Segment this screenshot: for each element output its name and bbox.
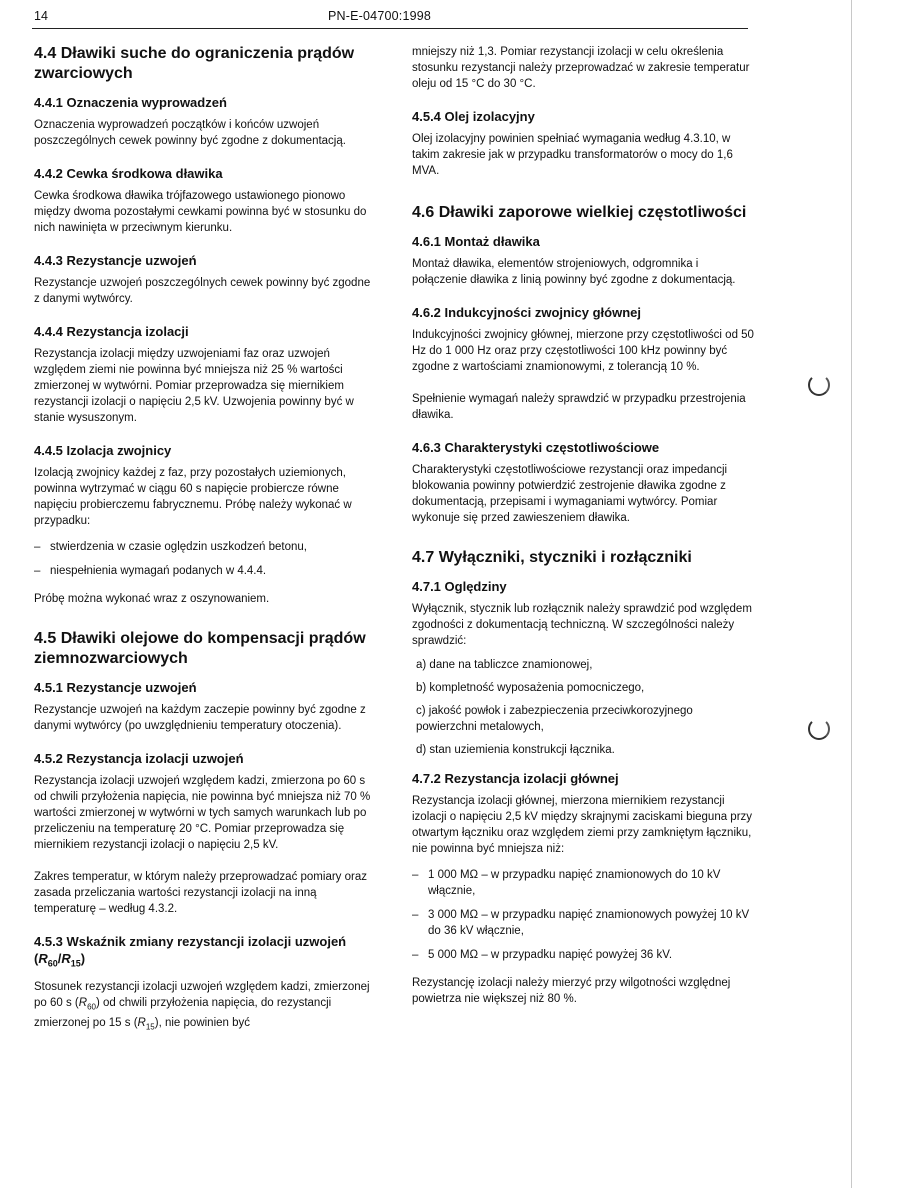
- dash-marker: –: [412, 909, 419, 921]
- left-column: [34, 44, 374, 1035]
- page-number: 14: [34, 9, 48, 23]
- subsection-title-4-4-4: 4.4.4 Rezystancja izolacji: [34, 324, 189, 339]
- section-title-4-4: 4.4 Dławiki suche do ograniczenia prądów zwarciowych: [34, 45, 355, 82]
- paragraph-4-7-1: Wyłącznik, stycznik lub rozłącznik należy sprawdzić pod względem zgodności z dokumentacją techniczną. W szczególności należy sprawdzić:: [412, 603, 752, 647]
- paragraph-4-4-3: Rezystancje uzwojeń poszczególnych cewek powinny być zgodne z danymi wytwórcy.: [34, 277, 371, 305]
- subsection-title-4-5-3: 4.5.3 Wskaźnik zmiany rezystancji izolacji uzwojeń $(R_{60}/R_{15})$: [34, 934, 347, 969]
- paragraph-4-4-1: Oznaczenia wyprowadzeń początków i końców uzwojeń poszczególnych cewek powinny być zgodne z dokumentacją.: [34, 119, 346, 147]
- list-item: a) dane na tabliczce znamionowej,: [416, 659, 593, 671]
- subsection-title-4-4-5: 4.4.5 Izolacja zwojnicy: [34, 443, 172, 458]
- section-title-4-5: 4.5 Dławiki olejowe do kompensacji prądów ziemnozwarciowych: [34, 630, 366, 667]
- list-item: – 5 000 MΩ – w przypadku napięć powyżej 36 kV.: [412, 949, 673, 961]
- paragraph-4-6-3: Charakterystyki częstotliwościowe rezystancji oraz impedancji blokowania powinny potwierdzić zestrojenie dławika zgodne z dokumentacją, przepisami i wymaganiami wytwórcy. Pomiar wykonuje się przed zawieszeniem dławika.: [412, 464, 728, 524]
- paragraph-4-5-2-b: Zakres temperatur, w którym należy przeprowadzać pomiary oraz zasada przeliczania wartości rezystancji izolacji na inną temperaturę – według 4.3.2.: [34, 871, 367, 915]
- subsection-title-4-6-1: 4.6.1 Montaż dławika: [412, 234, 540, 249]
- subsection-title-4-5-1: 4.5.1 Rezystancje uzwojeń: [34, 680, 197, 695]
- page-header: [32, 6, 748, 29]
- list-item: d) stan uziemienia konstrukcji łącznika.: [416, 744, 615, 756]
- section-title-4-6: 4.6 Dławiki zaporowe wielkiej częstotliwości: [412, 204, 747, 221]
- paragraph-4-4-5: Izolacją zwojnicy każdej z faz, przy pozostałych uziemionych, powinna wytrzymać w ciągu 60 s napięcie probiercze równe napięciu probierczemu fabrycznemu. Próbę należy wykonać w przypadku:: [34, 467, 352, 527]
- paragraph-4-5-3: Stosunek rezystancji izolacji uzwojeń względem kadzi, zmierzonej po 60 s $(R_{60})$ od chwili przyłożenia napięcia, do rezystancji zmierzonej po 15 s $(R_{15})$, nie powinien być: [34, 980, 370, 1032]
- subsection-title-4-4-1: 4.4.1 Oznaczenia wyprowadzeń: [34, 95, 227, 110]
- paragraph-4-4-2: Cewka środkowa dławika trójfazowego ustawionego pionowo między dwoma pozostałymi cewkami powinna być w stosunku do nich nawinięta w przeciwnym kierunku.: [34, 190, 367, 234]
- subsection-title-4-6-3: 4.6.3 Charakterystyki częstotliwościowe: [412, 440, 660, 455]
- list-item: – niespełnienia wymagań podanych w 4.4.4.: [34, 565, 267, 577]
- dash-marker: –: [34, 565, 41, 577]
- subsection-title-4-6-2: 4.6.2 Indukcyjności zwojnicy głównej: [412, 305, 642, 320]
- paragraph-4-4-5-note: Próbę można wykonać wraz z oszynowaniem.: [34, 593, 270, 605]
- list-4-7-2: [412, 867, 756, 963]
- paragraph-4-4-4: Rezystancja izolacji między uzwojeniami faz oraz uzwojeń względem ziemi nie powinna być mniejsza niż 25 % wartości zmierzonej w wytwórni. Pomiar przeprowadza się miernikiem rezystancji izolacji o napięciu 2,5 kV. Uzwojenia powinny być w stanie wysuszonym.: [34, 348, 354, 424]
- scan-edge-line: [851, 0, 852, 1188]
- paragraph-4-5-4: Olej izolacyjny powinien spełniać wymagania według 4.3.10, w takim zakresie jak w przypadku transformatorów o mocy do 1,6 MVA.: [412, 133, 733, 177]
- list-item: – 1 000 MΩ – w przypadku napięć znamionowych do 10 kV włącznie,: [412, 869, 721, 897]
- list-4-7-1: [412, 657, 756, 758]
- paragraph-4-7-2: Rezystancja izolacji głównej, mierzona miernikiem rezystancji izolacji o napięciu 2,5 kV między skrajnymi zaciskami bieguna przy otwartym łączniku oraz względem ziemi przy zamkniętym łączniku, nie powinna być mniejsza niż:: [412, 795, 753, 855]
- paragraph-4-7-2-note: Rezystancję izolacji należy mierzyć przy wilgotności względnej powietrza nie większej niż 80 %.: [412, 977, 731, 1005]
- paragraph-4-6-1: Montaż dławika, elementów strojeniowych, odgromnika i połączenie dławika z linią powinny być zgodne z dokumentacją.: [412, 258, 736, 286]
- subsection-title-4-4-2: 4.4.2 Cewka środkowa dławika: [34, 166, 223, 181]
- subsection-title-4-4-3: 4.4.3 Rezystancje uzwojeń: [34, 253, 197, 268]
- list-4-4-5: [34, 539, 374, 579]
- subsection-title-4-7-2: 4.7.2 Rezystancja izolacji głównej: [412, 771, 619, 786]
- paragraph-4-6-2: Indukcyjności zwojnicy głównej, mierzone przy częstotliwości od 50 Hz do 1 000 Hz oraz przy częstotliwości 100 kHz powinny być zgodne z wartościami znamionowymi, z tolerancją 10 %.: [412, 329, 754, 373]
- subsection-title-4-5-4: 4.5.4 Olej izolacyjny: [412, 109, 535, 124]
- dash-marker: –: [412, 869, 419, 881]
- list-item: – 3 000 MΩ – w przypadku napięć znamionowych powyżej 10 kV do 36 kV włącznie,: [412, 909, 750, 937]
- binder-hole-icon: [808, 374, 830, 396]
- dash-marker: –: [412, 949, 419, 961]
- paragraph-4-5-3-continued: mniejszy niż 1,3. Pomiar rezystancji izolacji w celu określenia stosunku rezystancji należy przeprowadzać w zakresie temperatur oleju od 15 °C do 30 °C.: [412, 46, 750, 90]
- standard-number: PN-E-04700:1998: [328, 9, 432, 23]
- paragraph-4-5-1: Rezystancje uzwojeń na każdym zaczepie powinny być zgodne z danymi wytwórcy (po uwzględnieniu temperatury otoczenia).: [34, 704, 366, 732]
- paragraph-4-5-2: Rezystancja izolacji uzwojeń względem kadzi, zmierzona po 60 s od chwili przyłożenia napięcia, nie powinna być mniejsza niż 70 % wartości zmierzonej w wytwórni w tych samych warunkach lub po przeliczeniu na temperaturę 20 °C. Pomiar przeprowadza się miernikiem rezystancji izolacji o napięciu 2,5 kV.: [34, 775, 371, 851]
- right-column: [412, 44, 756, 1023]
- list-item: b) kompletność wyposażenia pomocniczego,: [416, 682, 645, 694]
- binder-hole-icon: [808, 718, 830, 740]
- list-item: – stwierdzenia w czasie oględzin uszkodzeń betonu,: [34, 541, 307, 553]
- subsection-title-4-7-1: 4.7.1 Oględziny: [412, 579, 507, 594]
- section-title-4-7: 4.7 Wyłączniki, styczniki i rozłączniki: [412, 549, 692, 566]
- paragraph-4-6-2-b: Spełnienie wymagań należy sprawdzić w przypadku przestrojenia dławika.: [412, 393, 746, 421]
- list-item: c) jakość powłok i zabezpieczenia przeciwkorozyjnego powierzchni metalowych,: [416, 705, 693, 733]
- subsection-title-4-5-2: 4.5.2 Rezystancja izolacji uzwojeń: [34, 751, 244, 766]
- dash-marker: –: [34, 541, 41, 553]
